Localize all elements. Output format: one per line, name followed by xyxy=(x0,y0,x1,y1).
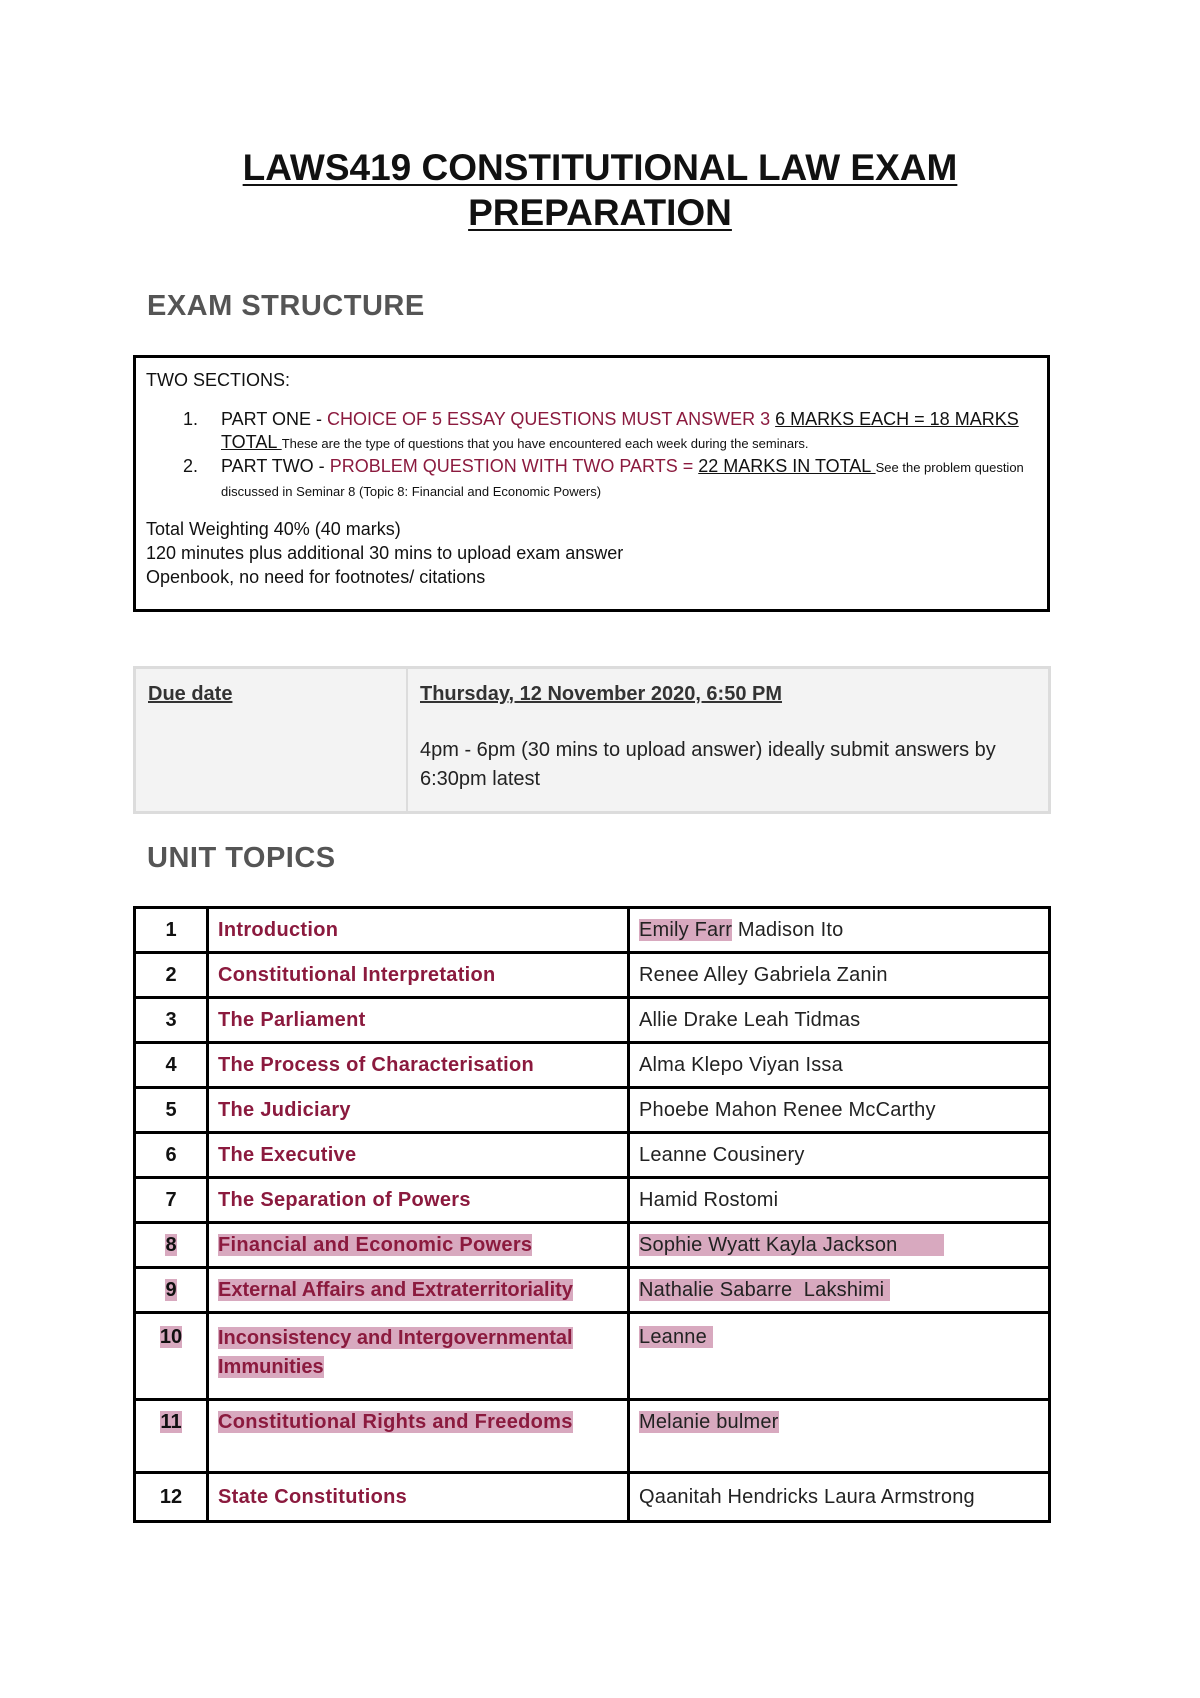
openbook-text: Openbook, no need for footnotes/ citations xyxy=(146,567,486,587)
title-line-2: PREPARATION xyxy=(468,192,732,233)
topic-number-text: 6 xyxy=(165,1143,177,1166)
topic-title-text: Introduction xyxy=(218,918,339,941)
presenter-text: Leanne xyxy=(639,1326,713,1348)
due-date-label-cell xyxy=(136,669,408,811)
table-row xyxy=(135,1473,1050,1522)
part-two-label: PART TWO - xyxy=(221,456,330,476)
topic-presenters xyxy=(629,998,1050,1043)
part-two-desc: PROBLEM QUESTION WITH TWO PARTS = xyxy=(329,456,699,476)
topic-title xyxy=(208,1043,629,1088)
topic-title xyxy=(208,1223,629,1268)
topic-title xyxy=(208,908,629,953)
topic-title-text: Constitutional Interpretation xyxy=(218,963,496,986)
table-row xyxy=(135,1313,1050,1400)
topic-title-text: The Parliament xyxy=(218,1008,366,1031)
part-two-marks: 22 MARKS IN TOTAL xyxy=(698,456,876,476)
topic-number-text: 12 xyxy=(159,1485,183,1508)
due-date-label: Due date xyxy=(148,683,233,705)
topic-number xyxy=(135,1133,208,1178)
topic-title-text: Financial and Economic Powers xyxy=(218,1233,533,1256)
topic-title xyxy=(208,1313,629,1400)
parts-list xyxy=(146,408,1037,503)
presenter-text: Phoebe Mahon Renee McCarthy xyxy=(639,1098,936,1121)
part-two-note: See the problem question discussed in Seminar 8 (Topic 8: Financial and Economic Powers) xyxy=(221,460,1024,499)
presenter-text: Hamid Rostomi xyxy=(639,1188,779,1211)
presenter-text: Nathalie Sabarre Lakshimi xyxy=(639,1278,891,1301)
due-date-note: 4pm - 6pm (30 mins to upload answer) ideally submit answers by 6:30pm latest xyxy=(420,739,996,790)
topic-number-text: 8 xyxy=(165,1233,177,1256)
topic-presenters xyxy=(629,1223,1050,1268)
topic-number xyxy=(135,1400,208,1473)
topic-number xyxy=(135,1088,208,1133)
table-row xyxy=(135,1178,1050,1223)
presenter-text: Melanie bulmer xyxy=(639,1411,779,1433)
topic-number xyxy=(135,953,208,998)
topic-title-text: State Constitutions xyxy=(218,1485,408,1508)
topic-presenters xyxy=(629,1133,1050,1178)
table-row xyxy=(135,1133,1050,1178)
weighting-text: Total Weighting 40% (40 marks) xyxy=(146,519,401,539)
table-row xyxy=(135,1223,1050,1268)
topic-number-text: 11 xyxy=(160,1411,182,1433)
topic-title xyxy=(208,953,629,998)
exam-structure-box xyxy=(133,355,1050,612)
topic-presenters xyxy=(629,908,1050,953)
topic-title xyxy=(208,1133,629,1178)
table-row xyxy=(135,953,1050,998)
topic-title-text: The Judiciary xyxy=(218,1098,351,1121)
table-row xyxy=(135,908,1050,953)
table-row xyxy=(135,998,1050,1043)
table-row xyxy=(135,1088,1050,1133)
exam-structure-heading: EXAM STRUCTURE xyxy=(147,290,425,322)
topic-number xyxy=(135,908,208,953)
presenter-text: Qaanitah Hendricks Laura Armstrong xyxy=(639,1485,975,1508)
topic-presenters xyxy=(629,1473,1050,1522)
presenter-text: Sophie Wyatt Kayla Jackson xyxy=(639,1233,944,1256)
presenter-text: Leanne Cousinery xyxy=(639,1143,805,1166)
topic-number xyxy=(135,1268,208,1313)
presenter-text: Madison Ito xyxy=(732,918,844,941)
topic-presenters xyxy=(629,1313,1050,1400)
topic-number xyxy=(135,1178,208,1223)
presenter-text: Alma Klepo Viyan Issa xyxy=(639,1053,843,1076)
topic-presenters xyxy=(629,1400,1050,1473)
topic-title xyxy=(208,1088,629,1133)
table-row xyxy=(135,1400,1050,1473)
topic-number-text: 9 xyxy=(165,1278,177,1301)
topic-title-text: The Executive xyxy=(218,1143,357,1166)
presenter-text: Renee Alley Gabriela Zanin xyxy=(639,963,888,986)
due-date-value-cell xyxy=(408,669,1048,811)
topic-presenters xyxy=(629,1043,1050,1088)
part-two-number: 2. xyxy=(183,456,199,476)
time-text: 120 minutes plus additional 30 mins to upload exam answer xyxy=(146,543,624,563)
topic-number xyxy=(135,1313,208,1400)
part-one-number: 1. xyxy=(183,409,199,429)
topic-number xyxy=(135,1223,208,1268)
topic-presenters xyxy=(629,1268,1050,1313)
part-one-marks: 6 MARKS EACH = 18 MARKS TOTAL xyxy=(221,409,1019,452)
part-one-note: These are the type of questions that you have encountered each week during the seminars. xyxy=(281,436,809,451)
topic-number xyxy=(135,1473,208,1522)
topic-number-text: 10 xyxy=(159,1326,183,1348)
topic-number-text: 2 xyxy=(165,963,177,986)
topic-number xyxy=(135,1043,208,1088)
sections-label: TWO SECTIONS: xyxy=(146,370,290,390)
topic-title xyxy=(208,1400,629,1473)
topic-title-text: Constitutional Rights and Freedoms xyxy=(218,1411,573,1433)
due-date-value: Thursday, 12 November 2020, 6:50 PM xyxy=(420,683,783,705)
topic-title xyxy=(208,1473,629,1522)
topic-presenters xyxy=(629,953,1050,998)
topic-title xyxy=(208,1178,629,1223)
topic-title-text: Inconsistency and Intergovernmental Immunities xyxy=(218,1327,573,1378)
part-two-item xyxy=(146,455,1037,503)
part-one-desc: CHOICE OF 5 ESSAY QUESTIONS MUST ANSWER 3 xyxy=(327,409,776,429)
topic-number-text: 1 xyxy=(165,918,177,941)
topic-title xyxy=(208,998,629,1043)
topic-title-text: The Separation of Powers xyxy=(218,1188,471,1211)
presenter-highlighted: Emily Farr xyxy=(639,918,733,941)
unit-topics-heading: UNIT TOPICS xyxy=(147,842,336,874)
topic-number xyxy=(135,998,208,1043)
unit-topics-table xyxy=(133,906,1051,1523)
topic-number-text: 4 xyxy=(165,1053,177,1076)
table-row xyxy=(135,1043,1050,1088)
topic-number-text: 7 xyxy=(165,1188,177,1211)
table-row xyxy=(135,1268,1050,1313)
part-one-label: PART ONE - xyxy=(221,409,328,429)
topic-title-text: The Process of Characterisation xyxy=(218,1053,535,1076)
topic-presenters xyxy=(629,1178,1050,1223)
due-date-table xyxy=(133,666,1051,814)
topic-presenters xyxy=(629,1088,1050,1133)
part-one-item xyxy=(146,408,1037,455)
document-title xyxy=(0,145,1200,235)
topic-number-text: 3 xyxy=(165,1008,177,1031)
topic-number-text: 5 xyxy=(165,1098,177,1121)
presenter-text: Allie Drake Leah Tidmas xyxy=(639,1008,861,1031)
title-line-1: LAWS419 CONSTITUTIONAL LAW EXAM xyxy=(242,147,958,188)
topic-title xyxy=(208,1268,629,1313)
topic-title-text: External Affairs and Extraterritoriality xyxy=(218,1278,573,1301)
